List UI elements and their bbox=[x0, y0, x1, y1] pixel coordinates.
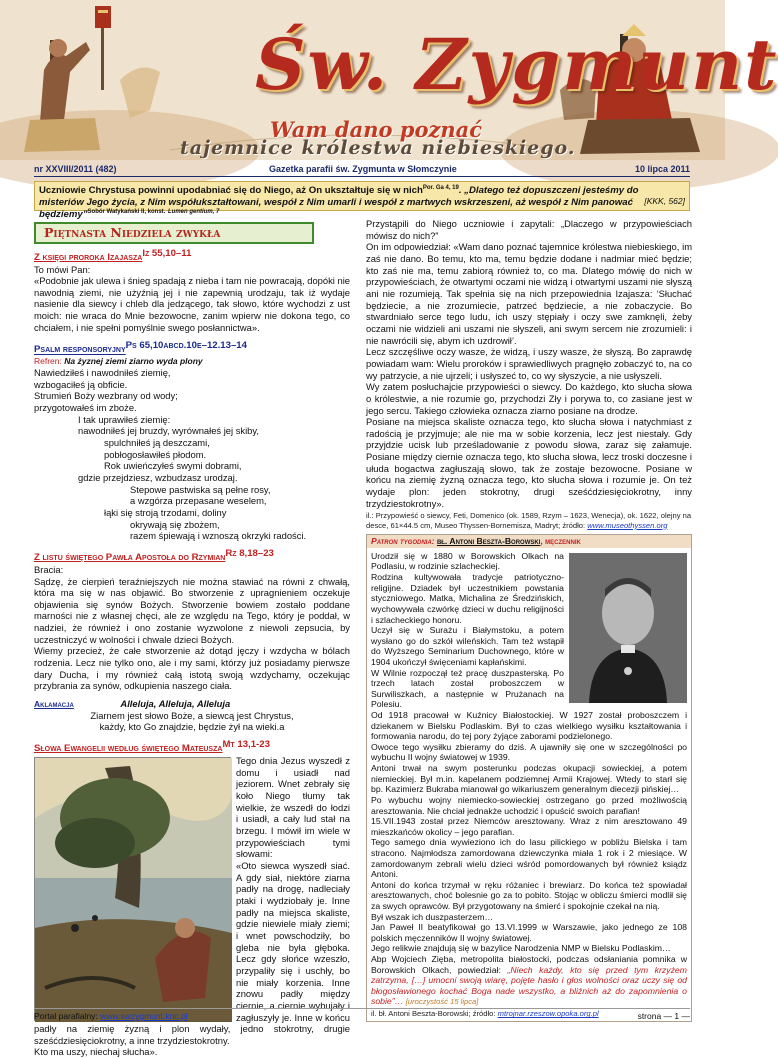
reading-2-ref: Rz 8,18–23 bbox=[225, 547, 274, 559]
reading-1-title: Z księgi proroka Izajasza bbox=[34, 251, 143, 263]
quote-text-b: . „Dlatego też dopuszczeni jesteśmy do misteriów Jego życia, z Nim współukształtowani, wespół z Nim umarli i wespół z martwych wskrzeszeni, aż wespół z Nim panować będziemy” bbox=[39, 185, 639, 221]
patron-paragraph: Tego samego dnia wywieziono ich do lasu pilickiego w pobliżu Bielska i tam stracono. Najmłodsza zamordowana dziewczynka miała 1 rok i 2 miesiące. W zamordowanym zebrali wielu dzieci wśród pomordowanych był również ksiądz Antoni. bbox=[371, 837, 687, 880]
acclamation bbox=[34, 698, 350, 733]
psalm-refrain-text: Na żyznej ziemi ziarno wyda plony bbox=[64, 356, 203, 367]
gospel-paragraph: Kto ma uszy, niechaj słucha». bbox=[34, 1046, 158, 1058]
masthead-banner bbox=[0, 0, 778, 160]
masthead-tagline-2: tajemnice królestwa niebieskiego. bbox=[180, 137, 576, 159]
reading-2-line: Sądzę, że cierpień teraźniejszych nie można stawiać na równi z chwałą, która ma się w nas objawić. Bo stworzenie z upragnieniem oczekuje objawienia się synów Bożych. Stworzenie bowiem zostało poddane marności nie z własnej chęci, ale ze względu na Tego, który je poddał, w nadziei, że również i ono zostanie wyzwolone z niewoli zepsucia, by uczestniczyć w wolności i chwale dzieci Bożych. bbox=[34, 575, 350, 645]
acclamation-line: każdy, kto Go znajdzie, będzie żył na wieki.a bbox=[99, 721, 285, 733]
footer-portal-link[interactable]: www.swzygmunt.knc.pl bbox=[100, 1011, 188, 1021]
footer bbox=[34, 1008, 690, 1022]
patron-paragraph: Antoni do końca trzymał w ręku różaniec i brewiarz. Do końca też spowiadał aresztowanych, choć bolesnie go za to pobito. Stojąc w obliczu śmierci modlił się za swych oprawców. Był przygotowany na śmierć i spokojnie czekał na nią. bbox=[371, 879, 687, 911]
patron-header bbox=[367, 535, 691, 548]
quote-text-a: Uczniowie Chrystusa powinni upodabniać się do Niego, aż On ukształtuje się w nich bbox=[39, 185, 423, 197]
patron-box bbox=[366, 534, 692, 1022]
psalm-line: spulchniłeś ją deszczami, bbox=[104, 436, 210, 448]
psalm-refrain-label: Refren: bbox=[34, 356, 62, 367]
patron-paragraph: 15.VII.1943 został przez Niemców aresztowany. Wraz z nim aresztowano 49 mieszkańców okolicy – jego parafian. bbox=[371, 816, 687, 837]
patron-paragraph: Jan Paweł II beatyfikował go 13.VI.1999 w Warszawie, jako jednego ze 108 polskich męczenników II wojny światowej. bbox=[371, 922, 687, 943]
parable-painting bbox=[34, 757, 231, 1021]
catechism-quote bbox=[34, 181, 690, 221]
acclamation-refrain: Alleluja, Alleluja, Alleluja bbox=[120, 698, 231, 710]
gospel-paragraph: «Oto siewca wyszedł siać. A gdy siał, niektóre ziarna padły na drogę, nadleciały ptaki i wydziobały je. Inne padły na miejsca skaliste, gdzie niewiele miały ziemi; i wnet powschodziły, bo gleba nie była głęboka. Lecz gdy słońce wzeszło, przypaliły się i uschły, bo nie miały korzenia. Inne znowu padły między ciernie, a ciernie wybujały i zagłuszyły je. Inne w końcu padły na ziemię żyzną i plon wydały, jedno stokrotny, drugie sześćdziesięciokrotny, a inne trzydziestokrotny. bbox=[34, 859, 350, 1046]
psalm-line: nawodniłeś jej bruzdy, wyrównałeś jej skiby, bbox=[78, 425, 259, 437]
painting-source-link[interactable]: www.museothyssen.org bbox=[587, 520, 668, 530]
gospel-title: Słowa Ewangelii według świętego Mateusza bbox=[34, 743, 223, 755]
painting-caption bbox=[366, 511, 692, 530]
reading-1-ref: Iz 55,10–11 bbox=[142, 247, 192, 259]
patron-paragraph: Rodzina kultywowała tradycje patriotyczno-religijne. Dziadek był uczestnikiem powstania styczniowego. Matka, Michalina ze Średzińskich, wychowywała czwórkę dzieci w duchu religijności i szlacheckiego honoru. bbox=[371, 572, 564, 625]
acclamation-line: Ziarnem jest słowo Boże, a siewcą jest Chrystus, bbox=[90, 709, 294, 721]
issue-publication: Gazetka parafii św. Zygmunta w Słomczynie bbox=[269, 164, 457, 174]
patron-suffix: , męczennik bbox=[540, 536, 581, 547]
masthead-title: Św. Zygmunt bbox=[255, 23, 778, 106]
psalm-line: łąki się stroją trzodami, doliny bbox=[104, 506, 227, 518]
patron-closing-text: Abp Wojciech Zięba, metropolita białostocki, podczas odsłaniania pomnika w Borowskich Olkach, powiedział: bbox=[371, 954, 687, 975]
painting-caption-text: il.: Przypowieść o siewcy, Feti, Domenico (ok. 1589, Rzym – 1623, Wenecja), ok. 1622, olejny na desce, 61×44.5 cm, Museo Thyssen-Bornemisza, Madryt; źródło: bbox=[366, 511, 692, 530]
portrait-artwork bbox=[569, 553, 687, 703]
psalm-line: razem śpiewają i wznoszą okrzyki radości. bbox=[130, 530, 307, 542]
patron-paragraph: Był wszak ich duszpasterzem… bbox=[371, 911, 494, 922]
psalm bbox=[34, 340, 350, 541]
issue-bar bbox=[34, 163, 690, 177]
reading-1-line: To mówi Pan: bbox=[34, 263, 91, 275]
psalm-line: I tak uprawiłeś ziemię: bbox=[78, 413, 171, 425]
patron-paragraph: Urodził się w 1880 w Borowskich Olkach na Podlasiu, w rodzinie szlacheckiej. bbox=[371, 550, 564, 572]
psalm-line: gdzie przejdziesz, wzbudzasz urodzaj. bbox=[78, 471, 238, 483]
reading-1-line: «Podobnie jak ulewa i śnieg spadają z nieba i tam nie powracają, dopóki nie nawodnią ziemi, nie użyźnią jej i nie zapewnią urodzaju, tak iż wydaje nasienie dla siewcy i chleb dla jedzącego, tak słowo, które wychodzi z ust moich: nie wraca do Mnie bezowocne, zanim wpierw nie dokona tego, co chciałem, i nie spełni pomyślnie swego posłannictwa». bbox=[34, 275, 350, 333]
acclamation-label: Aklamacja bbox=[34, 699, 74, 710]
patron-paragraph: Od 1918 pracował w Kuźnicy Białostockiej. W 1927 został proboszczem i dziekanem w Bielsku Podlaskim. Był to czas wielkiego wysiłku kształtowania i formowania narodu, do tej pory żyjące zaborami podzielonego. bbox=[371, 710, 687, 742]
psalm-refrain bbox=[34, 356, 350, 367]
patron-portrait bbox=[569, 553, 687, 703]
quote-sup-c: Lumen gentium, 7 bbox=[168, 208, 220, 215]
patron-paragraph: W Wilnie rozpoczął też pracę duszpasterską. Po trzech latach został proboszczem w Surwiliszkach, a następnie w Prużanach na Polesiu. bbox=[371, 667, 564, 710]
issue-number: nr XXVIII/2011 (482) bbox=[34, 164, 117, 174]
section-title: Piętnasta Niedziela zwykła bbox=[34, 222, 314, 244]
masthead-tagline-1: Wam dano poznać bbox=[270, 117, 483, 142]
psalm-line: wzbogaciłeś ją obficie. bbox=[34, 378, 128, 390]
gospel-continued: Przystąpili do Niego uczniowie i zapytali: „Dlaczego w przypowieściach mówisz do nich?” bbox=[366, 218, 692, 241]
patron-closing-ref: [uroczystość 15 lipca] bbox=[405, 997, 479, 1007]
psalm-line: pobłogosławiłeś płodom. bbox=[104, 448, 207, 460]
gospel-ref: Mt 13,1-23 bbox=[222, 739, 270, 751]
gospel-continued: Wy zatem posłuchajcie przypowieści o siewcy. Do każdego, kto słucha słowa o królestwie, a nie rozumie go, przychodzi Zły i porywa to, co zasiane jest w jego sercu. Takiego człowieka oznacza ziarno posiane na drodze. bbox=[366, 381, 692, 416]
issue-date: 10 lipca 2011 bbox=[634, 164, 690, 174]
right-column bbox=[366, 218, 692, 1022]
quote-ref: [KKK, 562] bbox=[644, 196, 685, 207]
patron-paragraph: Antoni trwał na swym posterunku podczas okupacji sowieckiej, a potem niemieckiej. Był m.in. kapelanem podziemnej Armii Krajowej. Wtedy to starł się bp. Kazimierz Bukraba mianował go wikariuszem generalnym diecezji pińskiej… bbox=[371, 763, 687, 795]
psalm-line: Strumień Boży wezbrany od wody; bbox=[34, 390, 178, 402]
patron-name: bł. Antoni Beszta-Borowski bbox=[436, 536, 541, 547]
quote-sup-b: Sobór Watykański II, konst. bbox=[87, 208, 166, 215]
gospel-continued: Posiane na miejsca skaliste oznacza tego, kto słucha słowa i natychmiast z radością je przyjmuje; ale nie ma w sobie korzenia, lecz jest niestały. Gdy przyjdzie ucisk lub prześladowanie z powodu słowa, zaraz się załamuje. Posiane między ciernie oznacza tego, kto słucha słowa, lecz troski doczesne i ułuda bogactwa zagłuszają słowo, tak że zostaje bezowocne. Posiane w końcu na ziemię żyzną oznacza tego, kto słucha słowa i rozumie je. On też wydaje plon: jeden stokrotny, drugi sześćdziesięciokrotny, inny trzydziestokrotny». bbox=[366, 416, 692, 509]
patron-label: Patron tygodnia: bbox=[371, 536, 435, 547]
patron-paragraph: Uczył się w Surażu i Białymstoku, a potem wysłano go do szkół wileńskich. Tam też wstąpił do Wyższego Seminarium Duchownego, które w 1904 ukończył święceniami kapłańskimi. bbox=[371, 625, 564, 667]
patron-paragraph: Owoce tego wysiłku zbieramy do dziś. A ujawniły się one w szczególności po wybuchu II wojny światowej w 1939. bbox=[371, 741, 687, 763]
page-number: strona — 1 — bbox=[637, 1011, 690, 1021]
reading-2-line: Wiemy przecież, że całe stworzenie aż dotąd jęczy i wzdycha w bólach rodzenia. Lecz nie tylko ono, ale i my sami, którzy już posiadamy pierwsze dary Ducha, i my również całą istotą swoją wzdychamy, oczekując przybrania za synów, odkupienia naszego ciała. bbox=[34, 645, 350, 692]
psalm-line: Rok uwieńczyłeś swymi dobrami, bbox=[104, 460, 242, 472]
patron-paragraph: Po wybuchu wojny niemiecko-sowieckiej ostrzegano go przed możliwością aresztowania. Nie chciał jednakże uchodzić i opuścić swoich parafian! bbox=[371, 794, 687, 816]
gospel-continued: On im odpowiedział: «Wam dano poznać tajemnice królestwa niebieskiego, im zaś nie dano. Bo temu, kto ma, temu będzie dodane i nadmiar mieć będzie; kto zaś nie ma, temu zabiorą również to, co ma. Dlatego mówię do nich w przypowieściach, że otwartymi oczami nie widzą i otwartymi uszami nie słyszą ani nie rozumieją. Tak spełnia się na nich przepowiednia Izajasza: ‘Słuchać będziecie, a nie zrozumiecie, patrzeć będziecie, a nie zobaczycie. Bo stwardniało serce tego ludu, ich uszy stępiały i oczy swe zamknęli, żeby oczami nie widzieli ani uszami nie słyszeli, ani swym sercem nie zrozumieli: i nie nawrócili się, abym ich uzdrowił’. bbox=[366, 241, 692, 346]
patron-paragraph: Jego relikwie znajdują się w bazylice Narodzenia NMP w Bielsku Podlaskim… bbox=[371, 943, 671, 954]
patron-closing bbox=[371, 954, 687, 1007]
reading-2-title: Z listu świętego Pawła Apostoła do Rzymian bbox=[34, 551, 226, 563]
psalm-title: Psalm responsoryjny bbox=[34, 344, 126, 356]
psalm-line: Nawiedziłeś i nawodniłeś ziemię, bbox=[34, 367, 171, 378]
reading-2-line: Bracia: bbox=[34, 563, 64, 575]
patron-body bbox=[367, 548, 691, 1021]
quote-sup-a: Por. Ga 4, 19 bbox=[422, 185, 459, 191]
left-column bbox=[34, 222, 350, 1058]
painting-artwork bbox=[35, 758, 232, 1022]
patron-caption-text: il. bł. Antoni Beszta-Borowski; źródło: bbox=[371, 1009, 496, 1019]
psalm-line: Stepowe pastwiska są pełne rosy, bbox=[130, 483, 271, 495]
patron-source-link[interactable]: mtrojnar.rzeszow.opoka.org.pl bbox=[497, 1009, 599, 1019]
reading-2 bbox=[34, 548, 350, 692]
psalm-line: przygotowałeś im zboże. bbox=[34, 401, 137, 413]
psalm-line: a wzgórza przepasane weselem, bbox=[130, 495, 267, 507]
psalm-line: okrywają się zbożem, bbox=[130, 518, 220, 530]
psalm-ref: Ps 65,10abcd.10e–12.13–14 bbox=[125, 340, 247, 352]
reading-1 bbox=[34, 248, 350, 334]
footer-label: Portal parafialny: bbox=[34, 1011, 98, 1021]
gospel-paragraph: Tego dnia Jezus wyszedł z domu i usiadł nad jeziorem. Wnet zebrały się koło Niego tłumy tak wielkie, że wszedł do łodzi i usiadł, a cały lud stał na brzegu. I mówił im wiele w przypowieściach tymi słowami: bbox=[236, 755, 350, 860]
patron-closing-quote: „Niech każdy, kto się przed tym krzyżem zatrzyma, […] umocni swoją wiarę, pojęte hasło i głos wolności oraz uczy się od błogosławionego kochać Boga nade wszystko, a bliźnich aż do zapomnienia o sobie”… bbox=[371, 964, 687, 1007]
gospel-continued: Lecz szczęśliwe oczy wasze, że widzą, i uszy wasze, że słyszą. Bo zaprawdę powiadam wam: Wielu proroków i sprawiedliwych pragnęło zobaczyć to, na co wy patrzycie, a nie ujrzeli; i usłyszeć to, co wy słyszycie, a nie usłyszeli. bbox=[366, 346, 692, 381]
